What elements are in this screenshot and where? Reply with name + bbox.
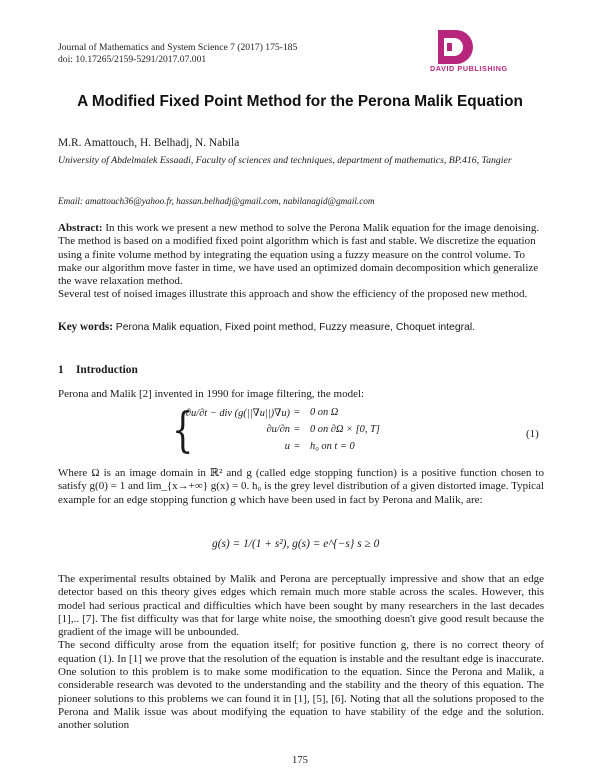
abstract-label: Abstract: (58, 222, 103, 234)
equation-equals: = (294, 424, 300, 435)
section-number: 1 (58, 364, 64, 376)
journal-header (58, 42, 297, 66)
keywords-label: Key words: (58, 321, 113, 333)
publisher-logo (430, 24, 542, 76)
publisher-name: DAVID PUBLISHING (430, 64, 508, 73)
equation-lhs: ∂u/∂n (266, 424, 290, 435)
journal-citation: Journal of Mathematics and System Science 7 (2017) 175-185 (58, 42, 298, 53)
page-number: 175 (292, 755, 308, 766)
equation-row (182, 441, 432, 456)
david-publishing-logo-icon (430, 24, 542, 66)
equation-lhs: ∂u/∂t − div (g(||∇u||)∇u) (185, 408, 290, 419)
paper-title: A Modified Fixed Point Method for the Perona Malik Equation (77, 93, 523, 110)
equation-system (172, 402, 432, 459)
equation-brace: { (172, 402, 194, 458)
paragraph-3 (58, 573, 544, 733)
paragraph-1: Perona and Malik [2] invented in 1990 for image filtering, the model: (58, 388, 365, 400)
section-heading (58, 364, 138, 376)
abstract-text: In this work we present a new method to solve the Perona Malik equation for the image denoising. The method is based on a modified fixed point algorithm which is fast and stable. We discretize the equation using a finite volume method by integrating the equation using a fuzzy measure on the control volume. To make our algorithm move faster in time, we have used an optimized domain decomposition which generalize the wave relaxation method. (58, 222, 540, 288)
edge-stopping-equation: g(s) = 1/(1 + s²), g(s) = e^{−s} s ≥ 0 (212, 538, 380, 550)
equation-row (182, 407, 432, 422)
paragraph-4-text: The second difficulty arose from the equation itself; for positive function g, there is no correct theory of equation (1). In [1] we prove that the resolution of the equation is instable and the resultant edge is inaccurate. One solution to this problem is to make some modification to the equation. Since the Perona and Malik, a considerable research was devoted to the understanding and the stability and the theory of this equation. The pioneer solutions to this problems we can found it in [1], [5], [6]. Noting that all the solutions proposed to the Perona and Malik issue was about modifying the equation to have stability of the edge and the solution. another solution (58, 639, 544, 732)
paragraph-3-text: The experimental results obtained by Malik and Perona are perceptually impressive and show that an edge detector based on this theory gives edges which remain much more stable across the scales. However, this model had serious practical and difficulties which have been sought by many researchers in the last decades [1],.. [7]. The fist difficulty was that for large white noise, the smoothing doesn't give good result because the gradient of the image will be unbounded. (58, 573, 544, 639)
equation-rhs: h₀ on t = 0 (310, 441, 355, 452)
email-line: Email: amattouch36@yahoo.fr, hassan.belhadj@gmail.com, nabilanagid@gmail.com (58, 196, 375, 206)
equation-lhs: u (284, 441, 290, 452)
abstract-text-2: Several test of noised images illustrate this approach and show the efficiency of the proposed new method. (58, 288, 528, 301)
abstract (58, 222, 544, 302)
equation-number: (1) (526, 428, 539, 440)
section-title: Introduction (76, 364, 138, 376)
keywords (58, 321, 550, 333)
keywords-list: Perona Malik equation, Fixed point method, Fuzzy measure, Choquet integral. (115, 322, 476, 333)
authors: M.R. Amattouch, H. Belhadj, N. Nabila (58, 137, 240, 149)
equation-equals: = (294, 407, 300, 418)
equation-rhs: 0 on Ω (310, 407, 339, 418)
affiliation: University of Abdelmalek Essaadi, Faculty of sciences and techniques, department of mathematics, BP.416, Tangier (58, 155, 512, 166)
equation-row (182, 424, 432, 439)
doi: doi: 10.17265/2159-5291/2017.07.001 (58, 54, 207, 65)
equation-rhs: 0 on ∂Ω × [0, T] (310, 424, 380, 435)
equation-equals: = (294, 441, 300, 452)
paragraph-2: Where Ω is an image domain in ℝ² and g (called edge stopping function) is a positive function chosen to satisfy g(0) = 1 and lim_{x→+∞} g(x) = 0. h₀ is the grey level distribution of a given distorted image. Typical example for an edge stopping function g which have been used in fact by Perona and Malik, are: (58, 467, 544, 506)
